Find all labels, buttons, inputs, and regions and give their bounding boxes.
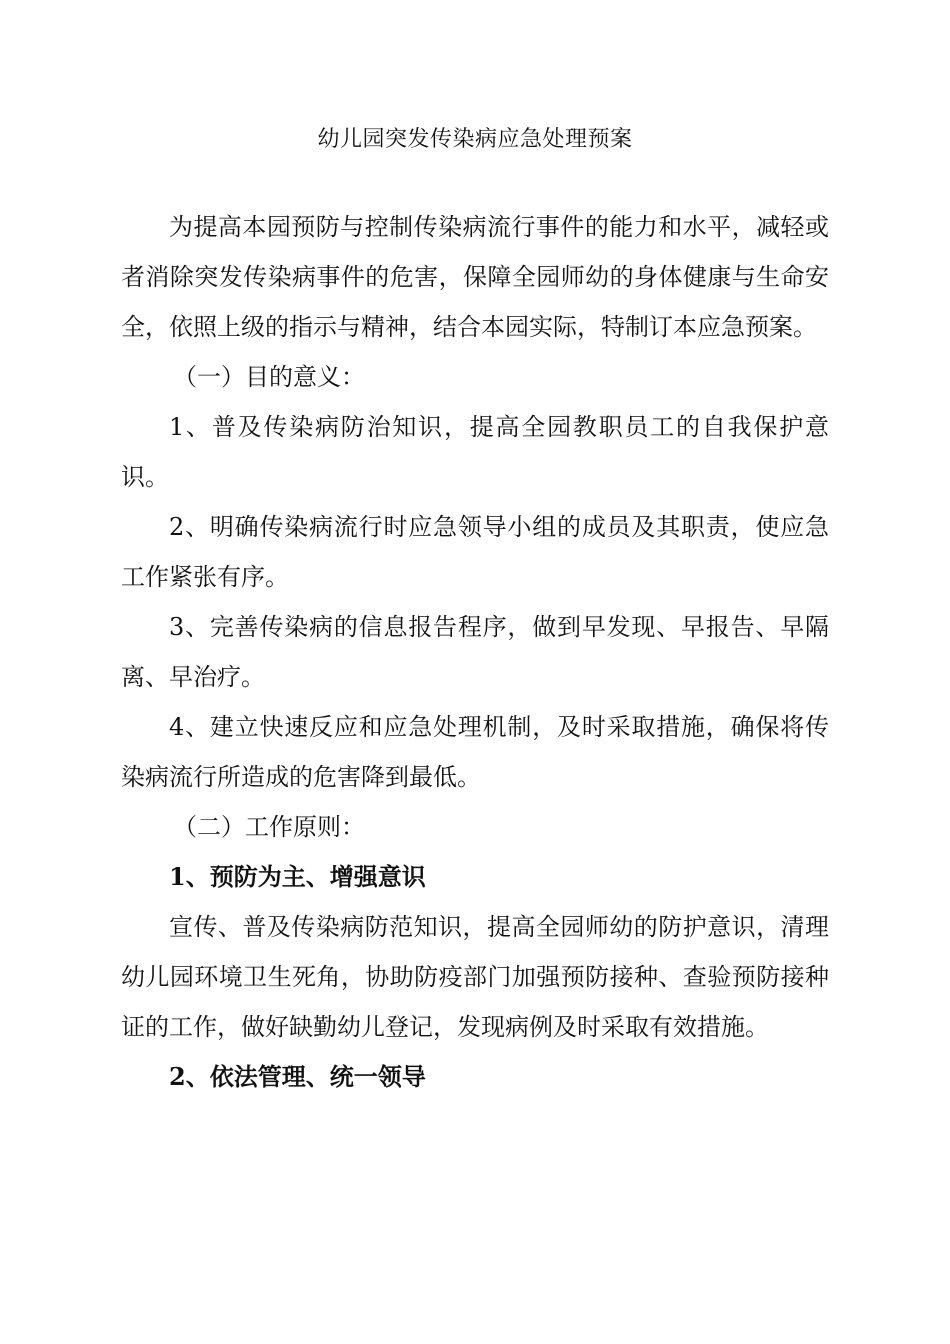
purpose-item-4: 4、建立快速反应和应急处理机制，及时采取措施，确保将传染病流行所造成的危害降到最低。: [121, 713, 829, 791]
principle-paragraph-1: 宣传、普及传染病防范知识，提高全园师幼的防护意识，清理幼儿园环境卫生死角，协助防疫部门加强预防接种、查验预防接种证的工作，做好缺勤幼儿登记，发现病例及时采取有效措施。: [121, 913, 829, 1041]
principle-heading-1: 1、预防为主、增强意识: [169, 862, 426, 891]
document-body: [121, 202, 829, 1102]
document-title: 幼儿园突发传染病应急处理预案: [317, 127, 633, 152]
purpose-item-3: 3、完善传染病的信息报告程序，做到早发现、早报告、早隔离、早治疗。: [121, 613, 829, 691]
intro-paragraph: 为提高本园预防与控制传染病流行事件的能力和水平，减轻或者消除突发传染病事件的危害，保障全园师幼的身体健康与生命安全，依照上级的指示与精神，结合本园实际，特制订本应急预案。: [121, 213, 829, 341]
principle-heading-2: 2、依法管理、统一领导: [169, 1062, 426, 1091]
section-heading-principles: （二）工作原则：: [173, 813, 365, 841]
section-heading-purpose: （一）目的意义：: [173, 363, 365, 391]
purpose-item-1: 1、普及传染病防治知识，提高全园教职员工的自我保护意识。: [121, 413, 829, 491]
purpose-item-2: 2、明确传染病流行时应急领导小组的成员及其职责，使应急工作紧张有序。: [121, 513, 829, 591]
